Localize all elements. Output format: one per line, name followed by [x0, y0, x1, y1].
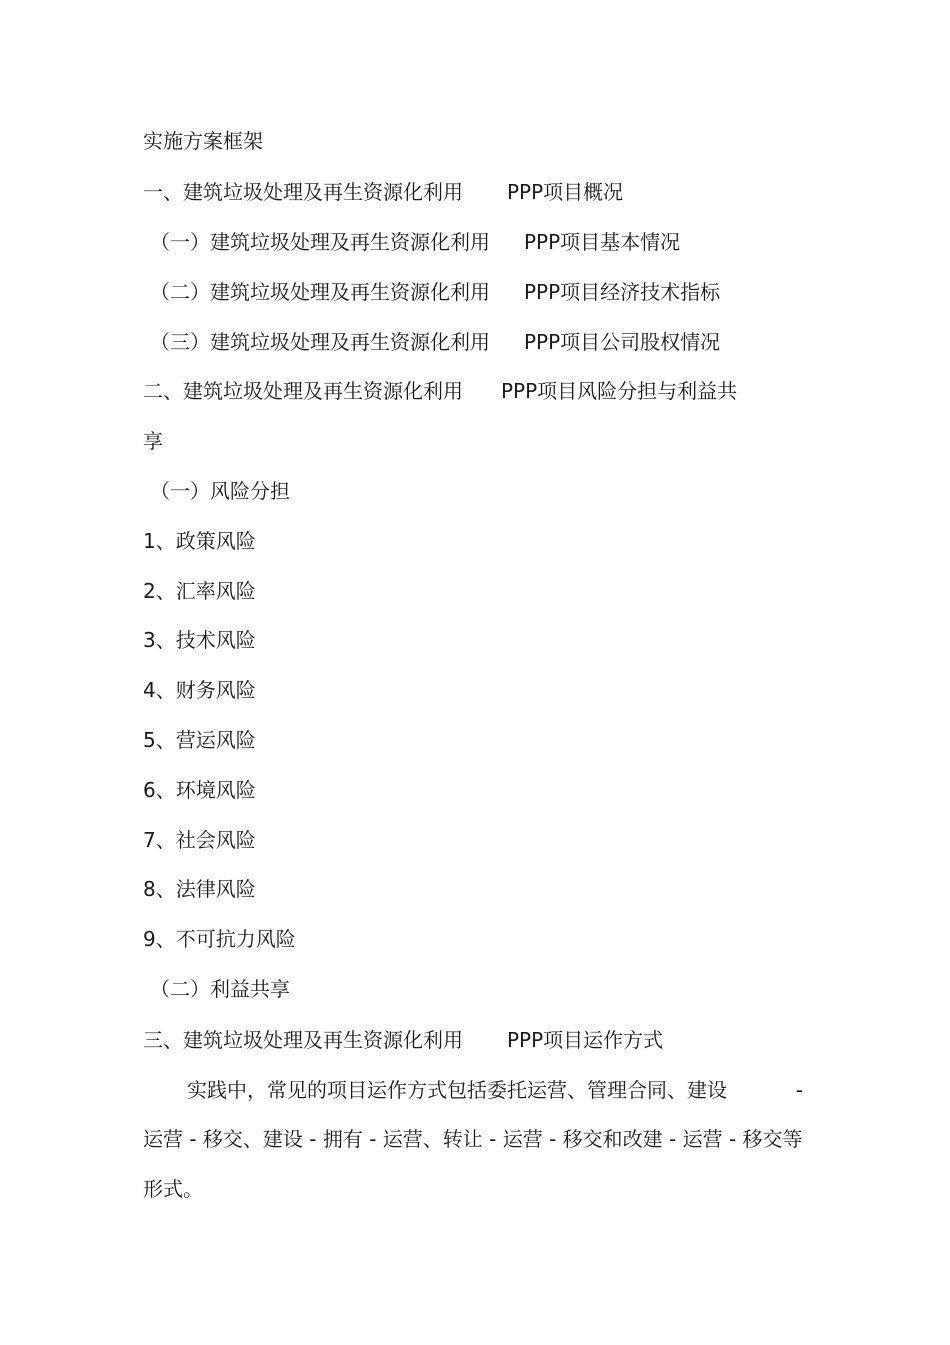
risk-item: 5、营运风险 — [143, 728, 256, 752]
section1-sub2-prefix: （二）建筑垃圾处理及再生资源化利用 — [150, 280, 490, 304]
risk-item: 7、社会风险 — [143, 828, 256, 852]
section1-heading-prefix: 一、建筑垃圾处理及再生资源化利用 — [143, 180, 463, 204]
section3-heading-suffix: PPP项目运作方式 — [507, 1028, 664, 1052]
section3-paragraph-line1 — [143, 1077, 805, 1103]
section2-heading — [143, 378, 737, 404]
section2-heading-suffix: PPP项目风险分担与利益共 — [501, 379, 738, 403]
paragraph-hyphen: - — [795, 1078, 803, 1102]
section1-sub1-prefix: （一）建筑垃圾处理及再生资源化利用 — [150, 230, 490, 254]
risk-heading: （一）风险分担 — [150, 479, 290, 503]
risk-item: 4、财务风险 — [143, 678, 256, 702]
section1-sub1 — [150, 229, 680, 255]
section1-heading-suffix: PPP项目概况 — [507, 180, 624, 204]
risk-item: 1、政策风险 — [143, 529, 256, 553]
section1-sub3 — [150, 329, 720, 355]
section1-sub1-suffix: PPP项目基本情况 — [524, 230, 681, 254]
section2-heading-prefix: 二、建筑垃圾处理及再生资源化利用 — [143, 379, 463, 403]
section3-paragraph-line3: 形式。 — [143, 1177, 203, 1201]
section3-heading-prefix: 三、建筑垃圾处理及再生资源化利用 — [143, 1028, 463, 1052]
risk-item: 9、不可抗力风险 — [143, 927, 296, 951]
section1-sub3-suffix: PPP项目公司股权情况 — [524, 330, 721, 354]
paragraph-text: 实践中，常见的项目运作方式包括委托运营、管理合同、建设 — [187, 1078, 727, 1102]
section3-heading — [143, 1027, 663, 1053]
risk-item: 8、法律风险 — [143, 877, 256, 901]
benefit-heading: （二）利益共享 — [150, 977, 290, 1001]
section1-heading — [143, 179, 623, 205]
document-title: 实施方案框架 — [143, 129, 263, 153]
risk-item: 6、环境风险 — [143, 778, 256, 802]
section1-sub3-prefix: （三）建筑垃圾处理及再生资源化利用 — [150, 330, 490, 354]
section2-heading-wrap: 享 — [143, 429, 163, 453]
risk-item: 3、技术风险 — [143, 628, 256, 652]
risk-item: 2、汇率风险 — [143, 579, 256, 603]
section1-sub2-suffix: PPP项目经济技术指标 — [524, 280, 721, 304]
section1-sub2 — [150, 279, 720, 305]
section3-paragraph-line2: 运营 - 移交、建设 - 拥有 - 运营、转让 - 运营 - 移交和改建 - 运营 - 移交等 — [143, 1127, 803, 1151]
